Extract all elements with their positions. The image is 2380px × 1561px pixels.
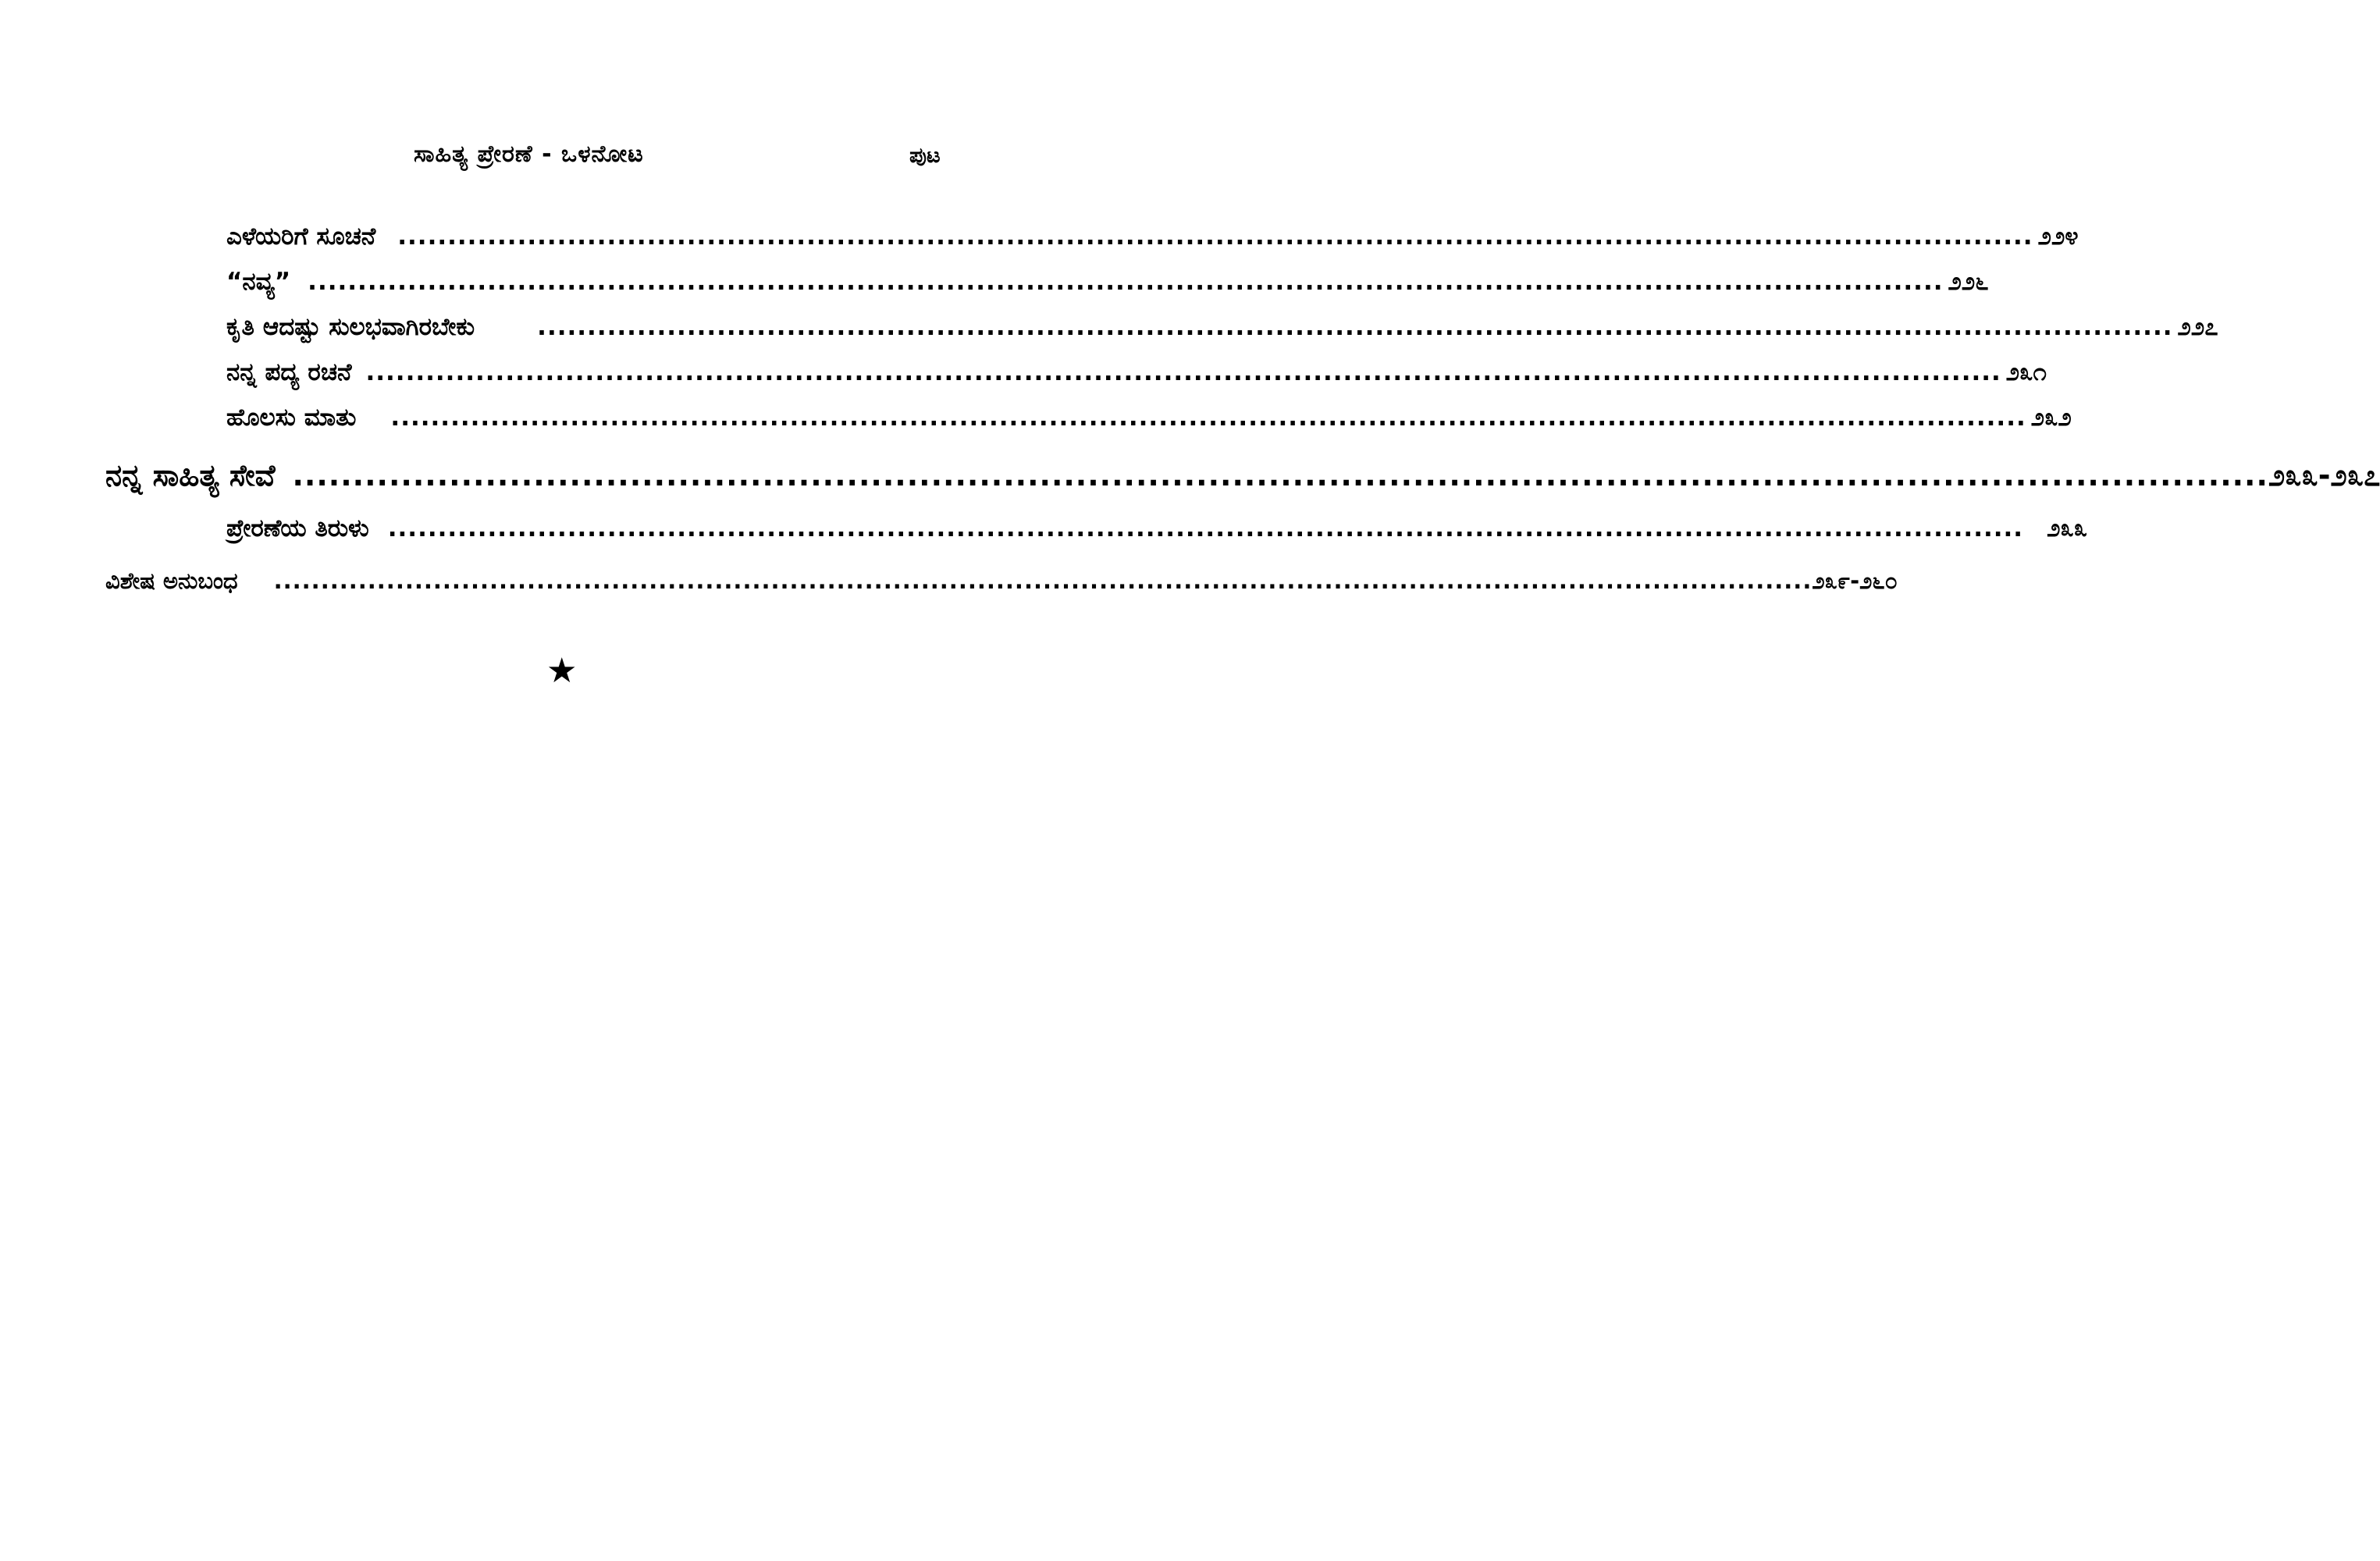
page-header xyxy=(0,140,1171,180)
toc-leader: .................................................................................................................................................................... xyxy=(387,514,2024,542)
toc-entry-label: “ನವ್ಯ” xyxy=(226,268,291,296)
page-title: ಸಾಹಿತ್ಯ ಪ್ರೇರಣೆ - ಒಳನೋಟ xyxy=(414,140,644,168)
toc-leader: .................................................................................................................................................................... xyxy=(273,567,1813,594)
toc-leader: .................................................................................................................................................................... xyxy=(390,404,2026,432)
toc-leader: .................................................................................................................................................................... xyxy=(365,358,2001,386)
toc-entry xyxy=(226,514,2088,543)
toc-leader: .................................................................................................................................................................... xyxy=(308,268,1944,296)
toc-entry xyxy=(226,268,1989,297)
toc-entry-page: ೨೩೧ xyxy=(2005,358,2047,386)
toc-entry-label: ಎಳೆಯರಿಗೆ ಸೂಚನೆ xyxy=(226,222,376,251)
toc-entry-label: ಪ್ರೇರಣೆಯ ತಿರುಳು xyxy=(226,514,369,542)
toc-entry xyxy=(226,358,2047,387)
toc-entry-page: ೨೩೯-೨೬೦ xyxy=(1812,567,1898,594)
toc-leader: .................................................................................................................................................................... xyxy=(397,222,2033,251)
toc-entry-label: ಕೃತಿ ಆದಷ್ಟು ಸುಲಭವಾಗಿರಬೇಕು xyxy=(226,313,475,341)
toc-entry-page: ೨೨೬ xyxy=(1948,268,1989,296)
page-column-label: ಪುಟ xyxy=(909,144,941,168)
toc-section-entry xyxy=(105,567,1898,595)
toc-entry-page: ೨೨೪ xyxy=(2037,222,2079,251)
toc-section-entry xyxy=(105,458,2380,493)
toc-leader: .................................................................................................................................................................... xyxy=(292,458,2268,492)
toc-entry xyxy=(226,404,2072,432)
toc-entry xyxy=(226,222,2079,251)
toc-entry xyxy=(226,313,2218,342)
toc-entry-label: ಹೊಲಸು ಮಾತು xyxy=(226,404,357,432)
toc-leader: .................................................................................................................................................................... xyxy=(537,313,2173,341)
star-icon: ★ xyxy=(546,651,578,691)
toc-entry-page: ೨೩೩ xyxy=(2047,514,2088,542)
toc-entry-page: ೨೨೭ xyxy=(2177,313,2218,341)
toc-entry-label: ನನ್ನ ಸಾಹಿತ್ಯ ಸೇವೆ xyxy=(105,458,276,492)
toc-entry-label: ನನ್ನ ಪದ್ಯ ರಚನೆ xyxy=(226,358,352,386)
toc-entry-label: ವಿಶೇಷ ಅನುಬಂಧ xyxy=(105,567,238,594)
toc-entry-page: ೨೩೨ xyxy=(2030,404,2072,432)
toc-entry-page: ೨೩೩-೨೩೭ xyxy=(2268,458,2380,492)
